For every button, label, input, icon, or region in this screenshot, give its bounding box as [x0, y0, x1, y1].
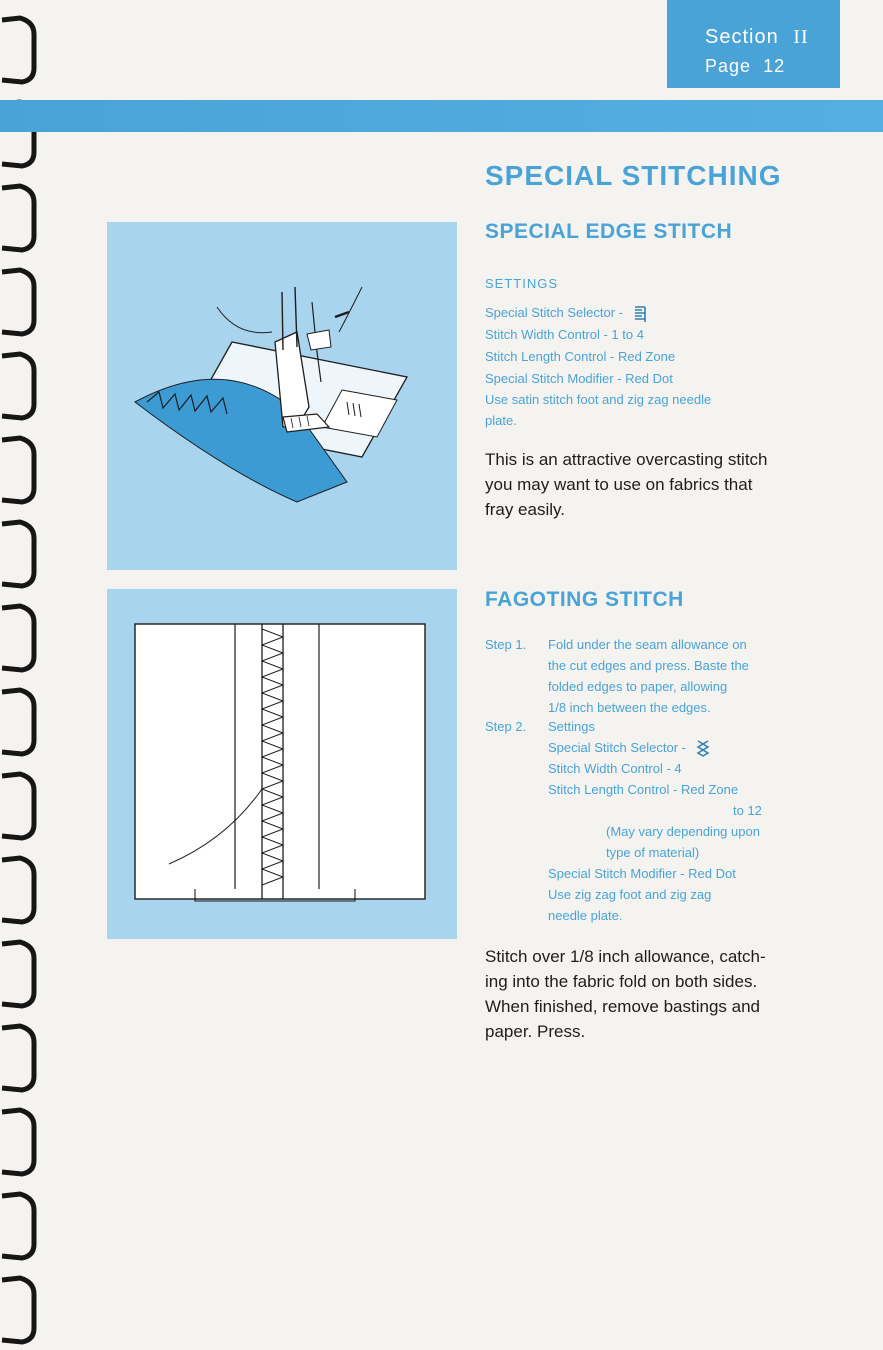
fagoting-description-line: ing into the fabric fold on both sides.: [485, 972, 758, 991]
binding-ring: [2, 606, 34, 670]
step1-label: Step 1.: [485, 637, 527, 652]
section-tab: [667, 0, 840, 88]
edge-description-line: This is an attractive overcasting stitch: [485, 450, 768, 469]
edge-setting-plate: plate.: [485, 413, 517, 428]
binding-ring: [2, 354, 34, 418]
binding-ring: [2, 270, 34, 334]
fagoting-setting-selector: Special Stitch Selector -: [548, 737, 710, 759]
fagoting-description-line: Stitch over 1/8 inch allowance, catch-: [485, 947, 766, 966]
edge-setting-width: Stitch Width Control - 1 to 4: [485, 327, 644, 342]
fagoting-description-line: paper. Press.: [485, 1022, 586, 1041]
step2-line: Use zig zag foot and zig zag: [548, 887, 712, 902]
step1-line: folded edges to paper, allowing: [548, 679, 728, 694]
settings-label: SETTINGS: [485, 276, 559, 291]
step2-line: Special Stitch Modifier - Red Dot: [548, 866, 736, 881]
fagoting-illustration: [107, 589, 457, 939]
edge-stitch-heading: SPECIAL EDGE STITCH: [485, 220, 733, 243]
step2-label: Step 2.: [485, 719, 527, 734]
binding-ring: [2, 522, 34, 586]
binding-ring: [2, 942, 34, 1006]
page-title: SPECIAL STITCHING: [485, 160, 782, 191]
edge-setting-foot: Use satin stitch foot and zig zag needle: [485, 392, 712, 407]
step2-line: Stitch Length Control - Red Zone: [548, 782, 739, 797]
fagoting-heading: FAGOTING STITCH: [485, 588, 684, 611]
step2-line: Stitch Width Control - 4: [548, 761, 682, 776]
section-label: Section: [705, 26, 779, 48]
step2-line: type of material): [606, 845, 700, 860]
binding-ring: [2, 1110, 34, 1174]
step2-line: Settings: [548, 719, 595, 734]
binding-ring: [2, 1194, 34, 1258]
binding-ring: [2, 186, 34, 250]
binding-ring: [2, 1026, 34, 1090]
edge-setting-selector: Special Stitch Selector -: [485, 302, 647, 323]
step2-line: (May vary depending upon: [606, 824, 760, 839]
page-number: 12: [763, 56, 786, 76]
edge-stitch-illustration: [107, 222, 457, 570]
step2-line: to 12: [733, 803, 762, 818]
header-band: [0, 100, 883, 132]
binding-ring: [2, 690, 34, 754]
spiral-binding: [0, 0, 60, 1350]
fagoting-stitch-symbol-icon: [696, 739, 710, 759]
edge-description-line: fray easily.: [485, 500, 565, 519]
binding-ring: [2, 858, 34, 922]
step2-line: needle plate.: [548, 908, 623, 923]
page-label: Page: [705, 56, 752, 76]
binding-ring: [2, 1278, 34, 1342]
edge-stitch-symbol-icon: [633, 305, 647, 323]
edge-setting-modifier: Special Stitch Modifier - Red Dot: [485, 371, 673, 386]
fagoting-description-line: When finished, remove bastings and: [485, 997, 760, 1016]
edge-setting-length: Stitch Length Control - Red Zone: [485, 349, 676, 364]
binding-ring: [2, 774, 34, 838]
step1-line: Fold under the seam allowance on: [548, 637, 747, 652]
edge-description-line: you may want to use on fabrics that: [485, 475, 753, 494]
step1-line: the cut edges and press. Baste the: [548, 658, 749, 673]
binding-ring: [2, 18, 34, 82]
binding-ring: [2, 438, 34, 502]
section-numeral: II: [793, 26, 809, 48]
step1-line: 1/8 inch between the edges.: [548, 700, 711, 715]
